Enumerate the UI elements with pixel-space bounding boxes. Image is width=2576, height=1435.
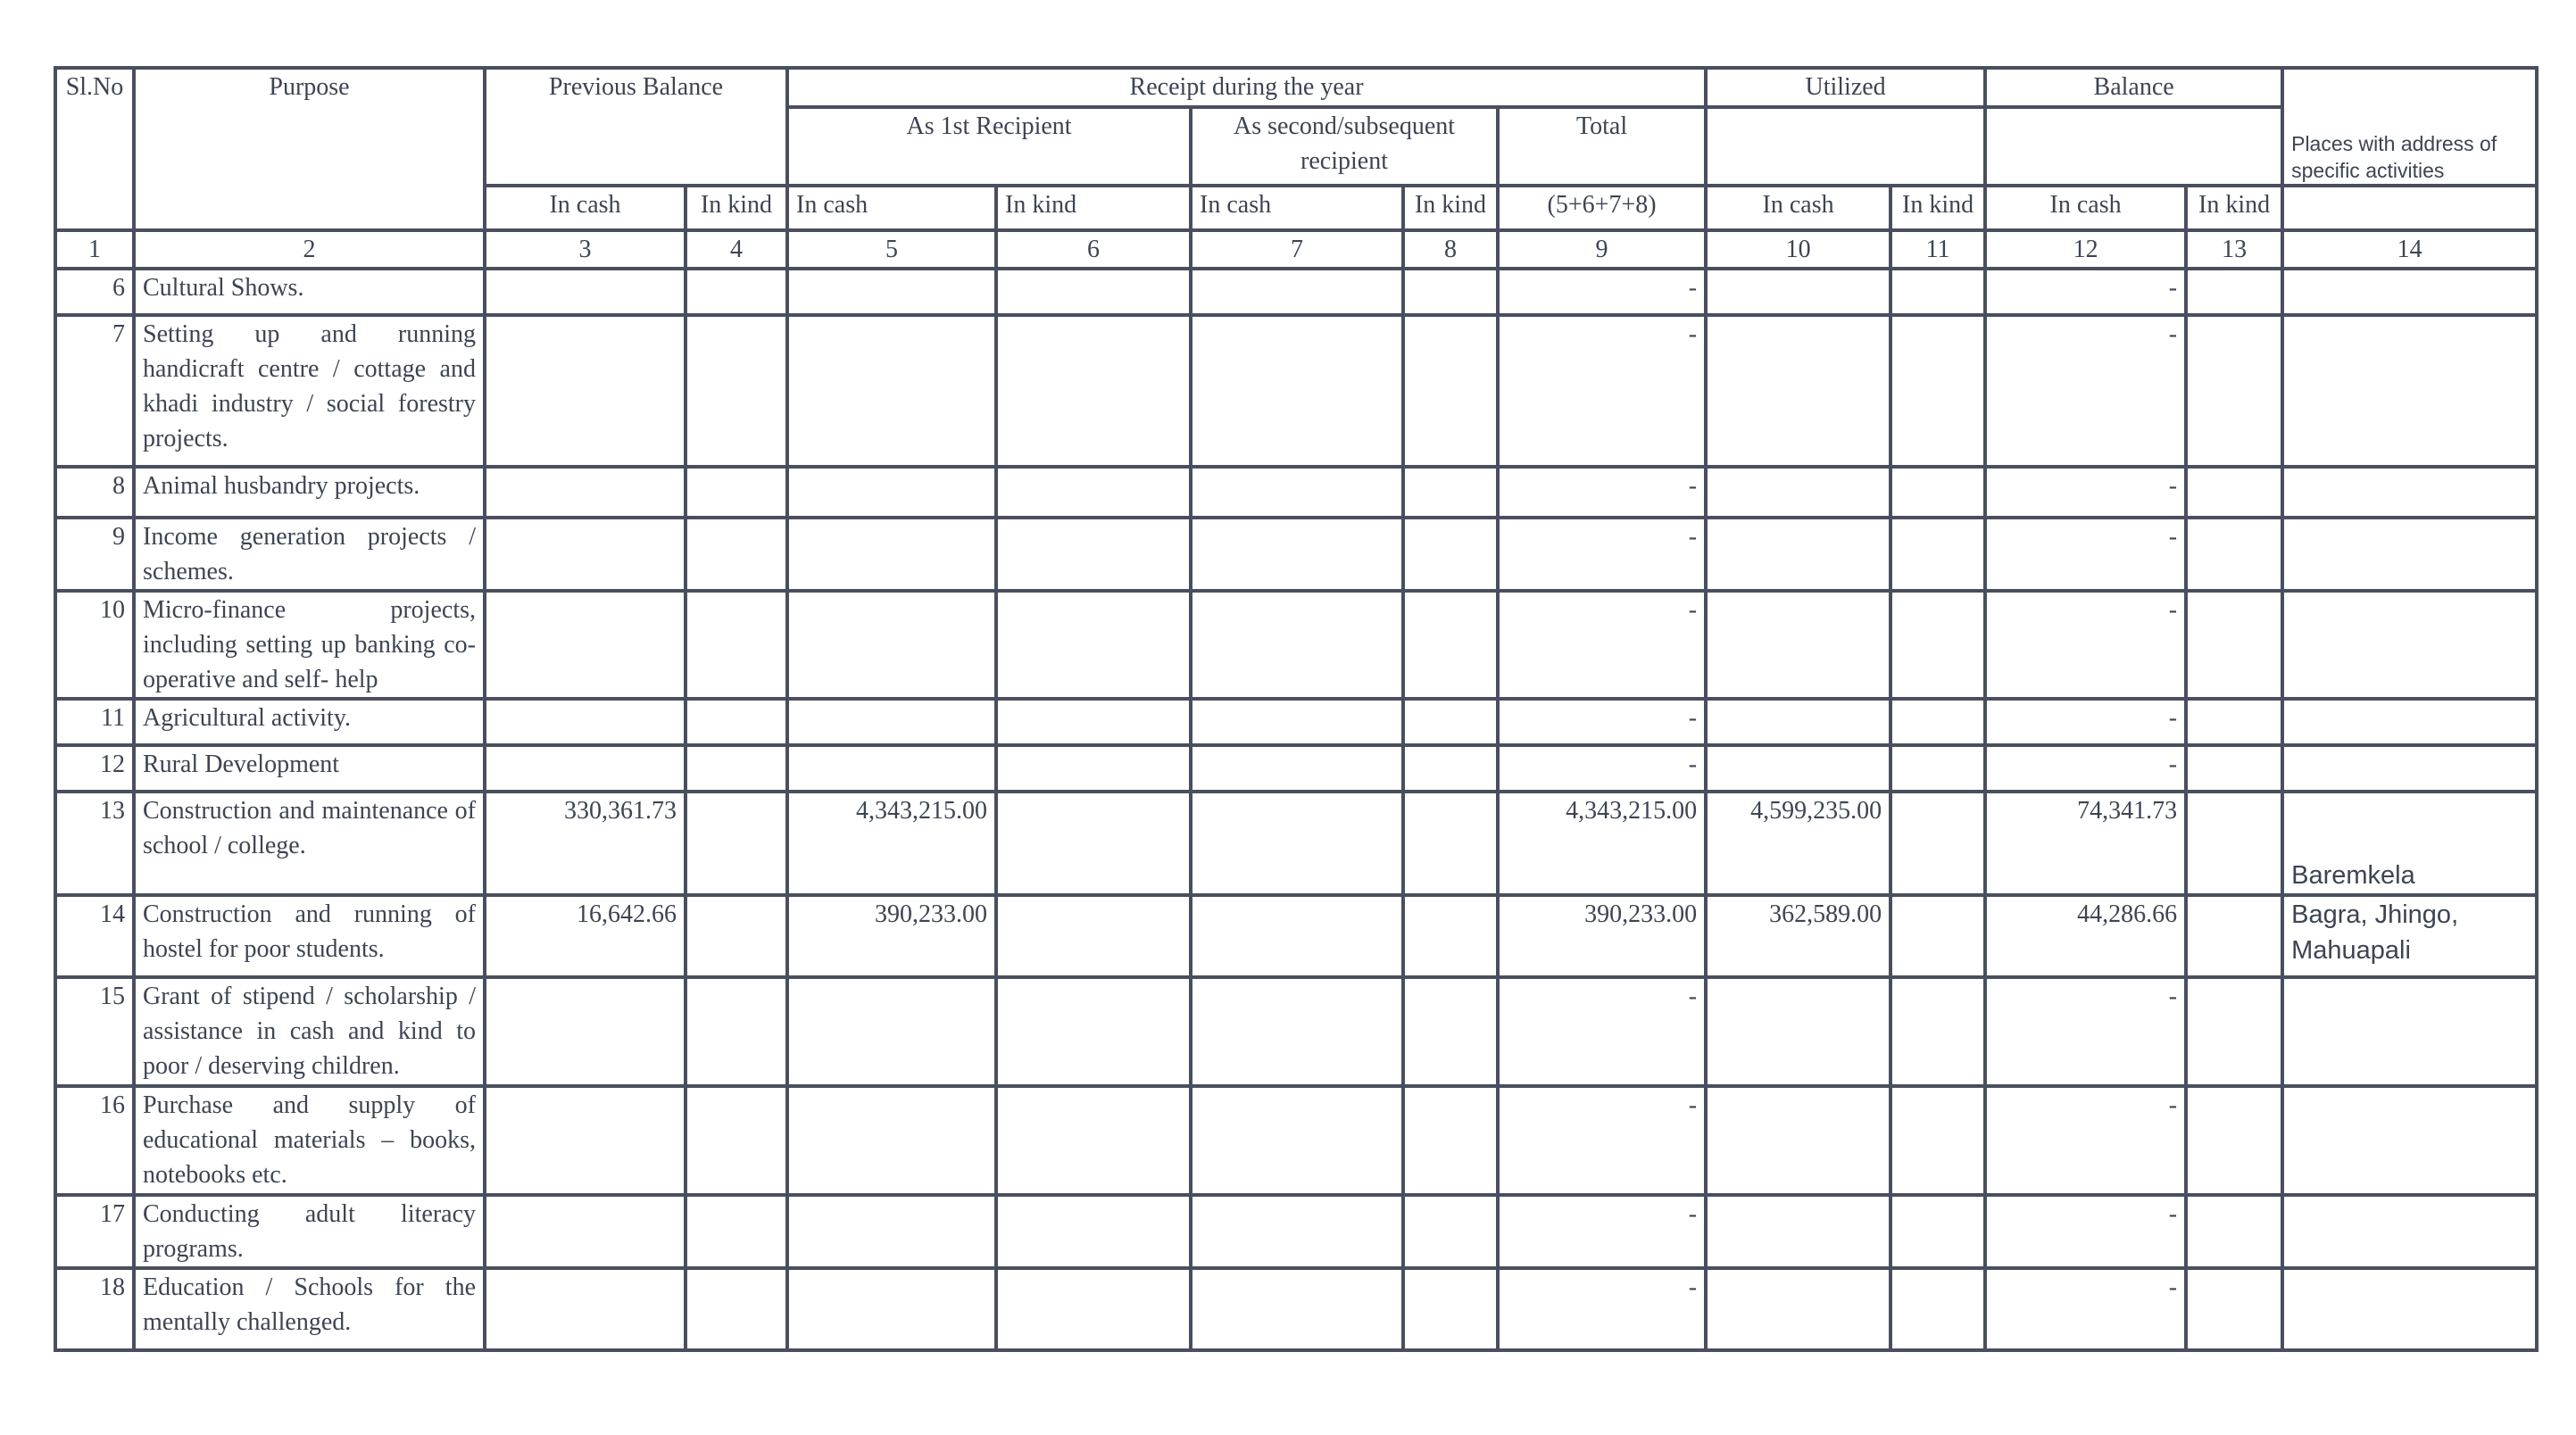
- row-first-kind: [996, 792, 1191, 895]
- row-prev-cash: [485, 977, 686, 1086]
- row-prev-cash: [485, 1268, 686, 1350]
- row-places: Baremkela: [2282, 792, 2537, 895]
- row-prev-cash: [485, 1086, 686, 1195]
- row-second-kind: [1403, 269, 1498, 315]
- row-second-cash: [1191, 699, 1403, 745]
- header-prev-in-kind: In kind: [686, 186, 787, 230]
- row-second-cash: [1191, 1086, 1403, 1195]
- row-places: Bagra, Jhingo, Mahuapali: [2282, 895, 2537, 977]
- utilization-table: [54, 66, 2539, 1352]
- table-row: [55, 895, 2537, 977]
- row-first-cash: [787, 1268, 996, 1350]
- row-prev-cash: [485, 269, 686, 315]
- row-prev-kind: [686, 467, 787, 518]
- row-second-kind: [1403, 518, 1498, 591]
- row-prev-kind: [686, 792, 787, 895]
- column-number: 10: [1706, 230, 1890, 269]
- header-balance-in-cash: In cash: [1985, 186, 2186, 230]
- row-first-kind: [996, 315, 1191, 467]
- column-number: 13: [2186, 230, 2282, 269]
- row-purpose: Micro-finance projects, including setting up banking co-operative and self- help: [134, 591, 485, 699]
- row-total: -: [1498, 977, 1706, 1086]
- row-utilized-kind: [1890, 269, 1985, 315]
- row-balance-kind: [2186, 315, 2282, 467]
- row-purpose: Rural Development: [134, 745, 485, 792]
- row-prev-cash: [485, 745, 686, 792]
- row-balance-kind: [2186, 591, 2282, 699]
- row-sl-no: 17: [55, 1195, 134, 1268]
- row-first-cash: 390,233.00: [787, 895, 996, 977]
- header-balance: Balance: [1985, 68, 2282, 107]
- row-total: -: [1498, 745, 1706, 792]
- row-purpose: Income generation projects / schemes.: [134, 518, 485, 591]
- row-first-kind: [996, 591, 1191, 699]
- row-total: -: [1498, 1195, 1706, 1268]
- row-first-kind: [996, 269, 1191, 315]
- row-second-kind: [1403, 1086, 1498, 1195]
- row-sl-no: 14: [55, 895, 134, 977]
- column-number: 11: [1890, 230, 1985, 269]
- row-balance-cash: -: [1985, 699, 2186, 745]
- row-total: -: [1498, 1086, 1706, 1195]
- row-first-cash: [787, 518, 996, 591]
- table-row: [55, 315, 2537, 467]
- table-row: [55, 977, 2537, 1086]
- row-balance-cash: -: [1985, 591, 2186, 699]
- row-sl-no: 12: [55, 745, 134, 792]
- row-places: [2282, 269, 2537, 315]
- document-sheet: [54, 66, 2535, 1352]
- row-places: [2282, 1268, 2537, 1350]
- row-sl-no: 9: [55, 518, 134, 591]
- row-balance-kind: [2186, 792, 2282, 895]
- row-utilized-kind: [1890, 895, 1985, 977]
- row-balance-cash: -: [1985, 1195, 2186, 1268]
- row-prev-kind: [686, 1268, 787, 1350]
- row-first-cash: [787, 699, 996, 745]
- header-total-formula: (5+6+7+8): [1498, 186, 1706, 230]
- column-number: 7: [1191, 230, 1403, 269]
- row-utilized-kind: [1890, 1086, 1985, 1195]
- row-second-kind: [1403, 591, 1498, 699]
- row-second-kind: [1403, 1195, 1498, 1268]
- row-prev-kind: [686, 1086, 787, 1195]
- row-prev-cash: [485, 699, 686, 745]
- row-balance-kind: [2186, 977, 2282, 1086]
- row-balance-cash: -: [1985, 745, 2186, 792]
- table-row: [55, 518, 2537, 591]
- row-utilized-kind: [1890, 315, 1985, 467]
- row-balance-cash: -: [1985, 1086, 2186, 1195]
- column-number: 6: [996, 230, 1191, 269]
- row-second-cash: [1191, 977, 1403, 1086]
- row-balance-cash: -: [1985, 315, 2186, 467]
- row-first-cash: 4,343,215.00: [787, 792, 996, 895]
- header-sl-no: Sl.No: [55, 68, 134, 230]
- row-purpose: Agricultural activity.: [134, 699, 485, 745]
- row-first-kind: [996, 895, 1191, 977]
- row-second-cash: [1191, 467, 1403, 518]
- row-purpose: Purchase and supply of educational materials – books, notebooks etc.: [134, 1086, 485, 1195]
- row-places: [2282, 1086, 2537, 1195]
- header-utilized-blank: [1706, 107, 1985, 186]
- table-row: [55, 591, 2537, 699]
- row-prev-cash: [485, 1195, 686, 1268]
- row-utilized-cash: [1706, 1268, 1890, 1350]
- row-utilized-kind: [1890, 1195, 1985, 1268]
- row-places: [2282, 315, 2537, 467]
- row-second-cash: [1191, 315, 1403, 467]
- row-balance-kind: [2186, 518, 2282, 591]
- row-utilized-cash: [1706, 467, 1890, 518]
- header-total: Total: [1498, 107, 1706, 186]
- table-row: [55, 467, 2537, 518]
- row-first-cash: [787, 467, 996, 518]
- table-row: [55, 745, 2537, 792]
- row-balance-kind: [2186, 269, 2282, 315]
- row-total: -: [1498, 1268, 1706, 1350]
- row-utilized-kind: [1890, 518, 1985, 591]
- row-balance-kind: [2186, 699, 2282, 745]
- row-utilized-cash: [1706, 745, 1890, 792]
- row-balance-kind: [2186, 1086, 2282, 1195]
- row-balance-kind: [2186, 745, 2282, 792]
- row-utilized-kind: [1890, 1268, 1985, 1350]
- table-row: [55, 792, 2537, 895]
- table-row: [55, 1086, 2537, 1195]
- row-utilized-cash: [1706, 315, 1890, 467]
- row-first-kind: [996, 467, 1191, 518]
- header-first-in-kind: In kind: [996, 186, 1191, 230]
- row-prev-kind: [686, 518, 787, 591]
- row-sl-no: 7: [55, 315, 134, 467]
- row-total: -: [1498, 518, 1706, 591]
- row-second-cash: [1191, 745, 1403, 792]
- row-places: [2282, 745, 2537, 792]
- row-first-cash: [787, 977, 996, 1086]
- row-prev-kind: [686, 591, 787, 699]
- row-utilized-cash: [1706, 269, 1890, 315]
- row-total: -: [1498, 269, 1706, 315]
- row-utilized-kind: [1890, 467, 1985, 518]
- row-purpose: Construction and running of hostel for poor students.: [134, 895, 485, 977]
- column-number: 8: [1403, 230, 1498, 269]
- row-prev-kind: [686, 895, 787, 977]
- row-balance-cash: 74,341.73: [1985, 792, 2186, 895]
- row-prev-cash: 330,361.73: [485, 792, 686, 895]
- row-places: [2282, 518, 2537, 591]
- row-utilized-kind: [1890, 591, 1985, 699]
- column-number: 5: [787, 230, 996, 269]
- row-purpose: Construction and maintenance of school / college.: [134, 792, 485, 895]
- row-places: [2282, 467, 2537, 518]
- row-purpose: Animal husbandry projects.: [134, 467, 485, 518]
- column-number-row: [55, 230, 2537, 269]
- row-second-kind: [1403, 315, 1498, 467]
- header-balance-blank: [1985, 107, 2282, 186]
- table-row: [55, 269, 2537, 315]
- row-first-kind: [996, 977, 1191, 1086]
- header-places-blank: [2282, 186, 2537, 230]
- row-prev-kind: [686, 269, 787, 315]
- row-first-cash: [787, 315, 996, 467]
- row-second-kind: [1403, 1268, 1498, 1350]
- row-total: -: [1498, 699, 1706, 745]
- column-number: 14: [2282, 230, 2537, 269]
- row-first-kind: [996, 1268, 1191, 1350]
- row-sl-no: 8: [55, 467, 134, 518]
- row-first-cash: [787, 745, 996, 792]
- header-second-recipient: As second/subsequent recipient: [1191, 107, 1498, 186]
- row-balance-cash: 44,286.66: [1985, 895, 2186, 977]
- row-sl-no: 6: [55, 269, 134, 315]
- row-utilized-cash: 362,589.00: [1706, 895, 1890, 977]
- header-first-in-cash: In cash: [787, 186, 996, 230]
- row-second-cash: [1191, 269, 1403, 315]
- row-balance-kind: [2186, 1268, 2282, 1350]
- row-second-kind: [1403, 977, 1498, 1086]
- row-utilized-cash: [1706, 699, 1890, 745]
- row-first-kind: [996, 1195, 1191, 1268]
- row-utilized-cash: [1706, 518, 1890, 591]
- row-utilized-kind: [1890, 792, 1985, 895]
- header-balance-in-kind: In kind: [2186, 186, 2282, 230]
- header-purpose: Purpose: [134, 68, 485, 230]
- row-sl-no: 16: [55, 1086, 134, 1195]
- row-first-kind: [996, 1086, 1191, 1195]
- row-sl-no: 18: [55, 1268, 134, 1350]
- row-first-cash: [787, 1086, 996, 1195]
- table-row: [55, 1195, 2537, 1268]
- header-utilized-in-kind: In kind: [1890, 186, 1985, 230]
- row-utilized-kind: [1890, 977, 1985, 1086]
- row-purpose: Education / Schools for the mentally challenged.: [134, 1268, 485, 1350]
- row-total: -: [1498, 591, 1706, 699]
- row-prev-kind: [686, 315, 787, 467]
- header-second-in-cash: In cash: [1191, 186, 1403, 230]
- column-number: 12: [1985, 230, 2186, 269]
- column-number: 3: [485, 230, 686, 269]
- row-second-kind: [1403, 792, 1498, 895]
- column-number: 2: [134, 230, 485, 269]
- row-utilized-kind: [1890, 699, 1985, 745]
- row-sl-no: 10: [55, 591, 134, 699]
- row-first-cash: [787, 269, 996, 315]
- row-balance-cash: -: [1985, 518, 2186, 591]
- row-balance-kind: [2186, 895, 2282, 977]
- header-previous-balance: Previous Balance: [485, 68, 787, 186]
- column-number: 4: [686, 230, 787, 269]
- row-prev-cash: [485, 518, 686, 591]
- row-prev-kind: [686, 1195, 787, 1268]
- row-total: -: [1498, 467, 1706, 518]
- row-purpose: Setting up and running handicraft centre / cottage and khadi industry / social forestry projects.: [134, 315, 485, 467]
- row-first-kind: [996, 699, 1191, 745]
- header-first-recipient: As 1st Recipient: [787, 107, 1191, 186]
- row-sl-no: 15: [55, 977, 134, 1086]
- row-prev-cash: [485, 591, 686, 699]
- row-second-cash: [1191, 792, 1403, 895]
- row-prev-cash: 16,642.66: [485, 895, 686, 977]
- row-utilized-kind: [1890, 745, 1985, 792]
- row-prev-cash: [485, 467, 686, 518]
- row-prev-kind: [686, 699, 787, 745]
- row-sl-no: 11: [55, 699, 134, 745]
- row-total: 390,233.00: [1498, 895, 1706, 977]
- column-number: 1: [55, 230, 134, 269]
- table-row: [55, 1268, 2537, 1350]
- row-balance-cash: -: [1985, 467, 2186, 518]
- row-balance-cash: -: [1985, 269, 2186, 315]
- row-second-kind: [1403, 895, 1498, 977]
- row-first-kind: [996, 518, 1191, 591]
- row-places: [2282, 591, 2537, 699]
- row-places: [2282, 1195, 2537, 1268]
- row-balance-kind: [2186, 1195, 2282, 1268]
- row-second-cash: [1191, 1268, 1403, 1350]
- row-second-cash: [1191, 895, 1403, 977]
- row-second-kind: [1403, 467, 1498, 518]
- row-places: [2282, 699, 2537, 745]
- row-second-cash: [1191, 591, 1403, 699]
- row-second-cash: [1191, 1195, 1403, 1268]
- row-purpose: Cultural Shows.: [134, 269, 485, 315]
- row-balance-cash: -: [1985, 1268, 2186, 1350]
- row-purpose: Conducting adult literacy programs.: [134, 1195, 485, 1268]
- row-utilized-cash: [1706, 591, 1890, 699]
- row-prev-kind: [686, 745, 787, 792]
- header-prev-in-cash: In cash: [485, 186, 686, 230]
- header-utilized: Utilized: [1706, 68, 1985, 107]
- row-total: -: [1498, 315, 1706, 467]
- row-utilized-cash: [1706, 1195, 1890, 1268]
- row-first-cash: [787, 591, 996, 699]
- row-utilized-cash: 4,599,235.00: [1706, 792, 1890, 895]
- row-balance-cash: -: [1985, 977, 2186, 1086]
- row-utilized-cash: [1706, 977, 1890, 1086]
- row-places: [2282, 977, 2537, 1086]
- row-sl-no: 13: [55, 792, 134, 895]
- row-second-cash: [1191, 518, 1403, 591]
- row-first-kind: [996, 745, 1191, 792]
- header-receipt-during-year: Receipt during the year: [787, 68, 1706, 107]
- row-second-kind: [1403, 699, 1498, 745]
- row-balance-kind: [2186, 467, 2282, 518]
- row-first-cash: [787, 1195, 996, 1268]
- header-second-in-kind: In kind: [1403, 186, 1498, 230]
- column-number: 9: [1498, 230, 1706, 269]
- header-row-1: [55, 68, 2537, 107]
- row-total: 4,343,215.00: [1498, 792, 1706, 895]
- row-purpose: Grant of stipend / scholarship / assistance in cash and kind to poor / deserving children.: [134, 977, 485, 1086]
- header-utilized-in-cash: In cash: [1706, 186, 1890, 230]
- row-second-kind: [1403, 745, 1498, 792]
- row-utilized-cash: [1706, 1086, 1890, 1195]
- header-places: Places with address of specific activities: [2282, 68, 2537, 186]
- row-prev-kind: [686, 977, 787, 1086]
- table-row: [55, 699, 2537, 745]
- row-prev-cash: [485, 315, 686, 467]
